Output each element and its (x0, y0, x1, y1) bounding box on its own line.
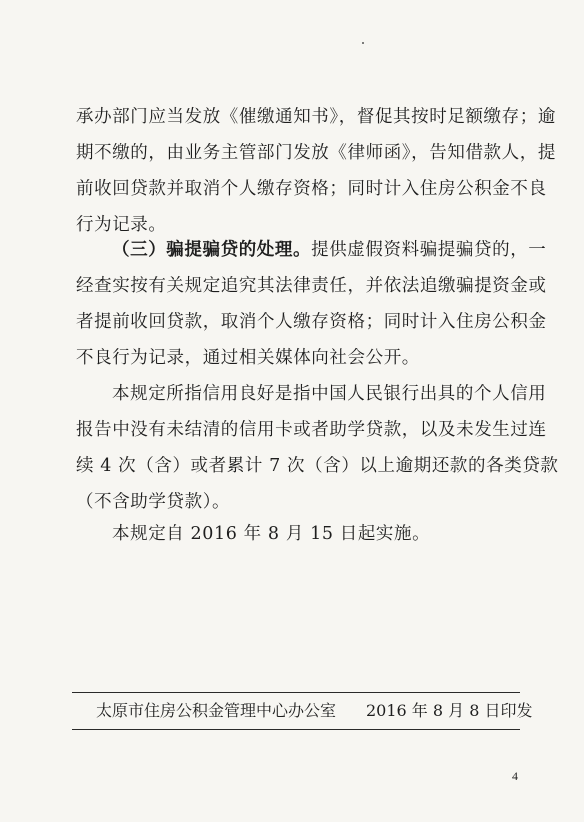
footer-issuer: 太原市住房公积金管理中心办公室 (96, 701, 337, 720)
paragraph-3-line-3: 续 4 次（含）或者累计 7 次（含）以上逾期还款的各类贷款 (76, 456, 559, 476)
page-number: 4 (512, 769, 518, 783)
paragraph-3-line-2: 报告中没有未结清的信用卡或者助学贷款，以及未发生过连 (76, 420, 547, 440)
paragraph-3-line-1: 本规定所指信用良好是指中国人民银行出具的个人信用 (112, 384, 547, 404)
paragraph-2-line-1-text: 提供虚假资料骗提骗贷的，一 (311, 240, 547, 260)
section-heading-fraud: （三）骗提骗贷的处理。 (112, 240, 312, 260)
scan-speck (362, 42, 364, 44)
footer-top-rule (72, 692, 520, 693)
footer-bottom-rule (72, 729, 520, 730)
paragraph-2-line-3: 者提前收回贷款，取消个人缴存资格；同时计入住房公积金 (76, 312, 547, 332)
paragraph-1-line-4: 行为记录。 (76, 215, 167, 235)
paragraph-1-line-2: 期不缴的，由业务主管部门发放《律师函》，告知借款人，提 (76, 143, 556, 163)
paragraph-4-line-1: 本规定自 2016 年 8 月 15 日起实施。 (112, 524, 431, 544)
footer-date: 2016 年 8 月 8 日印发 (366, 701, 533, 720)
paragraph-2-line-1 (112, 238, 547, 262)
paragraph-1-line-1: 承办部门应当发放《催缴通知书》，督促其按时足额缴存；逾 (76, 107, 556, 127)
paragraph-2-line-4: 不良行为记录，通过相关媒体向社会公开。 (76, 348, 420, 368)
paragraph-2-line-2: 经查实按有关规定追究其法律责任，并依法追缴骗提资金或 (76, 276, 547, 296)
paragraph-3-line-4: （不含助学贷款）。 (76, 492, 231, 512)
paragraph-1-line-3: 前收回贷款并取消个人缴存资格；同时计入住房公积金不良 (76, 179, 547, 199)
